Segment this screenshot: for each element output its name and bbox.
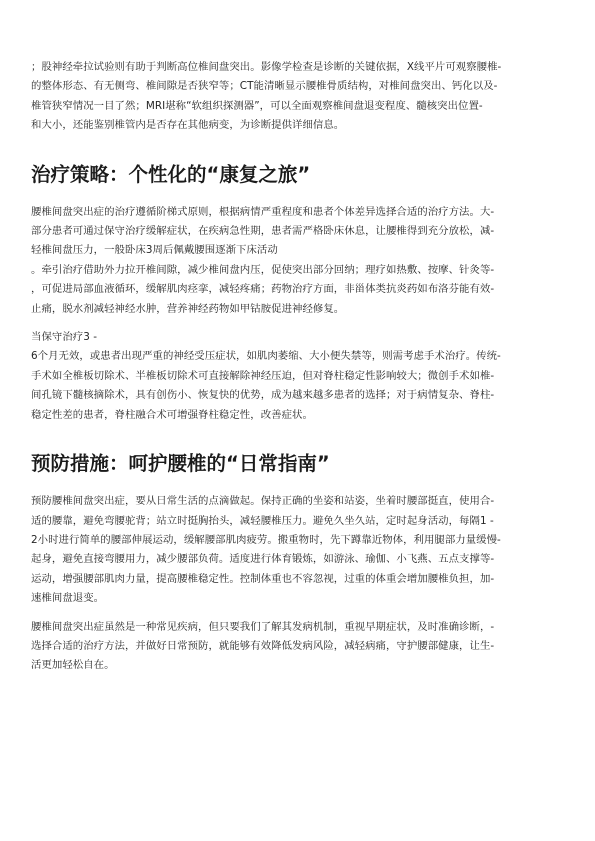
prevention-paragraph-1 (31, 492, 565, 608)
treatment-paragraph-1 (31, 203, 565, 319)
text-line: 速椎间盘退变。 (31, 592, 105, 605)
text-line: 轻椎间盘压力，一般卧床3周后佩戴腰围逐渐下床活动 (31, 244, 278, 257)
text-line: 稳定性差的患者，脊柱融合术可增强脊柱稳定性，改善症状。 (31, 408, 313, 421)
treatment-paragraph-2 (31, 328, 565, 425)
text-line: 腰椎间盘突出症虽然是一种常见疾病，但只要我们了解其发病机制，重视早期症状，及时准确诊断，- (31, 620, 495, 633)
text-line: 6个月无效，或患者出现严重的神经受压症状，如肌肉萎缩、大小便失禁等，则需考虑手术治疗。传统- (31, 350, 501, 363)
text-line: 活更加轻松自在。 (31, 659, 115, 672)
text-line: 腰椎间盘突出症的治疗遵循阶梯式原则，根据病情严重程度和患者个体差异选择合适的治疗方法。大- (31, 205, 495, 218)
text-line: 预防腰椎间盘突出症，要从日常生活的点滴做起。保持正确的坐姿和站姿，坐着时腰部挺直，使用合- (31, 495, 495, 508)
text-line: 部分患者可通过保守治疗缓解症状，在疾病急性期，患者需严格卧床休息，让腰椎得到充分放松，减- (31, 225, 495, 238)
text-line: 。牵引治疗借助外力拉开椎间隙，减少椎间盘内压，促使突出部分回纳；理疗如热敷、按摩、针灸等- (31, 263, 495, 276)
text-line: 间孔镜下髓核摘除术，具有创伤小、恢复快的优势，成为越来越多患者的选择；对于病情复杂、脊柱- (31, 389, 495, 402)
text-line: 椎管狭窄情况一目了然；MRI堪称“软组织探测器”，可以全面观察椎间盘退变程度、髓核突出位置- (31, 99, 483, 112)
section-heading-prevention: 预防措施：呵护腰椎的“日常指南” (31, 452, 330, 476)
text-line: 选择合适的治疗方法，并做好日常预防，就能够有效降低发病风险，减轻病痛，守护腰部健康，让生- (31, 639, 495, 652)
text-line: 手术如全椎板切除术、半椎板切除术可直接解除神经压迫，但对脊柱稳定性影响较大；微创手术如椎- (31, 369, 495, 382)
text-line: 起身，避免直接弯腰用力，减少腰部负荷。适度进行体育锻炼，如游泳、瑜伽、小飞燕、五点支撑等- (31, 553, 495, 566)
text-line: ；股神经牵拉试验则有助于判断高位椎间盘突出。影像学检查是诊断的关键依据，X线平片可观察腰椎- (31, 61, 502, 73)
text-line: ，可促进局部血液循环，缓解肌肉痉挛，减轻疼痛；药物治疗方面，非甾体类抗炎药如布洛芬能有效- (31, 283, 495, 296)
text-line: 运动，增强腰部肌肉力量，提高腰椎稳定性。控制体重也不容忽视，过重的体重会增加腰椎负担，加- (31, 572, 495, 585)
intro-paragraph (31, 58, 565, 136)
text-line: 止痛，脱水剂减轻神经水肿，营养神经药物如甲钴胺促进神经修复。 (31, 302, 345, 315)
section-heading-treatment: 治疗策略：个性化的“康复之旅” (31, 162, 311, 186)
text-line: 2小时进行简单的腰部伸展运动，缓解腰部肌肉疲劳。搬重物时，先下蹲靠近物体，利用腿部力量缓慢- (31, 533, 501, 546)
text-line: 和大小，还能鉴别椎管内是否存在其他病变，为诊断提供详细信息。 (31, 119, 345, 132)
conclusion-paragraph (31, 618, 565, 676)
text-line: 适的腰靠，避免弯腰驼背；站立时挺胸抬头，减轻腰椎压力。避免久坐久站，定时起身活动，每隔1 - (31, 514, 494, 527)
text-line: 当保守治疗3 - (31, 331, 98, 344)
text-line: 的整体形态、有无侧弯、椎间隙是否狭窄等；CT能清晰显示腰椎骨质结构，对椎间盘突出、钙化以及- (31, 80, 498, 93)
